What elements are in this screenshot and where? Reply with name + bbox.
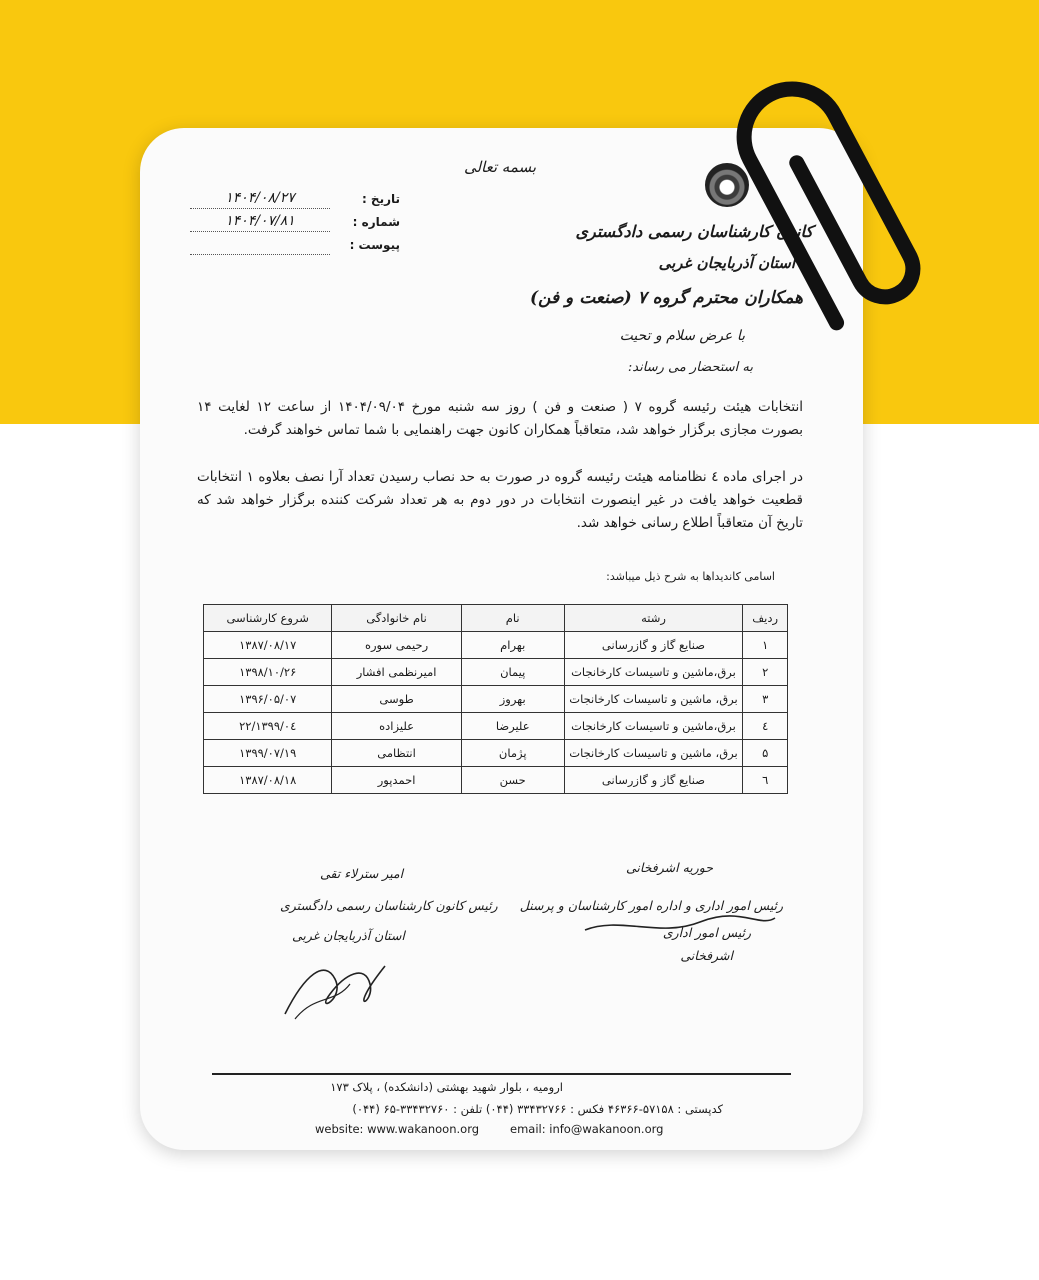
cell-field: صنایع گاز و گازرسانی	[564, 632, 743, 659]
cell-start: ۱۳۹۹/۰٤/۲۲	[204, 713, 332, 740]
table-row	[204, 686, 788, 713]
attachment-value	[190, 236, 330, 255]
cell-last-name: طوسی	[332, 686, 461, 713]
cell-field: برق،ماشین و تاسیسات کارخانجات	[564, 713, 743, 740]
cell-index: ٤	[743, 713, 788, 740]
table-row	[204, 767, 788, 794]
bismillah-heading: بسمه تعالی	[463, 158, 537, 176]
letter-note: به استحضار می رساند:	[627, 360, 753, 375]
cell-field: برق، ماشین و تاسیسات کارخانجات	[564, 740, 743, 767]
table-row	[204, 659, 788, 686]
cell-field: برق،ماشین و تاسیسات کارخانجات	[564, 659, 743, 686]
left-signer-title-line1: رئیس کانون کارشناسان رسمی دادگستری	[280, 898, 498, 913]
cell-start: ۱۳۹۶/۰۵/۰۷	[204, 686, 332, 713]
cell-field: برق، ماشین و تاسیسات کارخانجات	[564, 686, 743, 713]
number-field	[190, 213, 400, 233]
cell-first-name: بهروز	[461, 686, 564, 713]
footer-email: email: info@wakanoon.org	[510, 1122, 664, 1136]
left-signer-name: امیر سترلاء تقی	[320, 866, 404, 881]
cell-index: ۵	[743, 740, 788, 767]
header-first-name: نام	[461, 605, 564, 632]
candidates-intro: اسامی کاندیداها به شرح ذیل میباشد:	[606, 570, 775, 583]
cell-last-name: رحیمی سوره	[332, 632, 461, 659]
number-value: ۱۴۰۴/۰۷/۸۱	[190, 213, 330, 232]
footer-contact: کدپستی : ۵۷۱۵۸-۴۶۳۶۶ فکس : ۳۳۴۳۲۷۶۶ (۰۴۴) تلفن : ۳۳۴۳۲۷۶۰-۶۵ (۰۴۴)	[352, 1102, 723, 1116]
cell-start: ۱۳۸۷/۰۸/۱۸	[204, 767, 332, 794]
cell-last-name: امیرنظمی افشار	[332, 659, 461, 686]
header-field: رشته	[564, 605, 743, 632]
cell-index: ۲	[743, 659, 788, 686]
table-row	[204, 632, 788, 659]
cell-index: ۱	[743, 632, 788, 659]
paperclip-icon	[712, 72, 952, 342]
letter-recipient: همکاران محترم گروه ۷ (صنعت و فن)	[530, 288, 803, 308]
footer-website: website: www.wakanoon.org	[315, 1122, 480, 1136]
table-row	[204, 713, 788, 740]
cell-index: ۳	[743, 686, 788, 713]
cell-last-name: علیزاده	[332, 713, 461, 740]
right-signer-title: رئیس امور اداری و اداره امور کارشناسان و پرسنل	[519, 898, 783, 913]
cell-field: صنایع گاز و گازرسانی	[564, 767, 743, 794]
paragraph-election: انتخابات هیئت رئیسه گروه ۷ ( صنعت و فن ) روز سه شنبه مورخ ۱۴۰۴/۰۹/۰۴ از ساعت ۱۲ لغایت ۱۴ بصورت مجازی برگزار خواهد شد، متعاقباً همکاران کانون جهت راهنمایی با شما تماس خواهند گرفت.	[197, 399, 803, 438]
cell-first-name: حسن	[461, 767, 564, 794]
attachment-label: پیوست :	[349, 238, 400, 252]
cell-first-name: پیمان	[461, 659, 564, 686]
footer-divider	[212, 1073, 791, 1075]
cell-first-name: پژمان	[461, 740, 564, 767]
organization-province: استان آذربایجان غربی	[658, 254, 795, 272]
cell-start: ۱۳۹۸/۱۰/۲۶	[204, 659, 332, 686]
attachment-field	[190, 236, 400, 256]
cell-last-name: احمدپور	[332, 767, 461, 794]
date-label: تاریخ :	[361, 192, 400, 206]
header-last-name: نام خانوادگی	[332, 605, 461, 632]
date-field	[190, 190, 400, 210]
left-signer-title-line2: استان آذربایجان غربی	[292, 928, 405, 943]
cell-first-name: بهرام	[461, 632, 564, 659]
letter-greeting: با عرض سلام و تحیت	[619, 328, 745, 344]
cell-first-name: علیرضا	[461, 713, 564, 740]
right-stamp-line1: رئیس امور اداری	[662, 925, 751, 940]
header-start: شروع کارشناسی	[204, 605, 332, 632]
organization-name: کانون کارشناسان رسمی دادگستری	[575, 222, 813, 241]
header-index: ردیف	[743, 605, 788, 632]
cell-start: ۱۳۸۷/۰۸/۱۷	[204, 632, 332, 659]
number-label: شماره :	[352, 215, 400, 229]
right-signer-name: حوریه اشرفخانی	[626, 860, 713, 875]
table-row	[204, 740, 788, 767]
right-signature-scribble	[580, 908, 780, 948]
cell-start: ۱۳۹۹/۰۷/۱۹	[204, 740, 332, 767]
date-value: ۱۴۰۴/۰۸/۲۷	[190, 190, 330, 209]
cell-index: ٦	[743, 767, 788, 794]
table-header-row	[204, 605, 788, 632]
paragraph-regulation: در اجرای ماده ٤ نظامنامه هیئت رئیسه گروه در صورت به حد نصاب رسیدن تعداد آرا نصف بعلاوه ۱ انتخابات قطعیت خواهد یافت در غیر اینصورت انتخابات در دور دوم به هر تعداد شرکت کننده برگزار خواهد شد که تاریخ آن متعاقباً اطلاع رسانی خواهد شد.	[197, 469, 803, 531]
candidates-table	[203, 604, 788, 794]
cell-last-name: انتظامی	[332, 740, 461, 767]
footer-address: ارومیه ، بلوار شهید بهشتی (دانشکده) ، پلاک ۱۷۳	[330, 1080, 563, 1094]
right-stamp-line2: اشرفخانی	[680, 948, 733, 963]
left-signature-scribble	[275, 954, 395, 1024]
